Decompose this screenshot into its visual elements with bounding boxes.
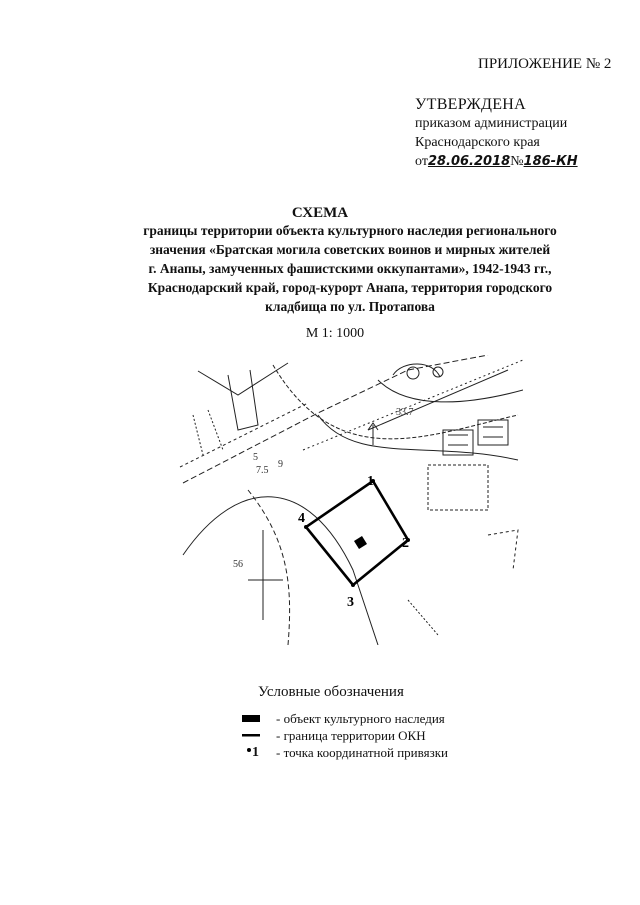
legend-item-boundary bbox=[242, 728, 426, 744]
handwritten-date: 28.06.2018 bbox=[427, 154, 511, 169]
point-dot-icon bbox=[242, 744, 252, 756]
legend-text-heritage-object: - объект культурного наследия bbox=[276, 711, 445, 726]
legend-title: Условные обозначения bbox=[258, 684, 404, 700]
approved-date-line bbox=[415, 152, 578, 171]
legend-text-boundary: - граница территории ОКН bbox=[276, 728, 426, 743]
description-line-4: Краснодарский край, город-курорт Анапа, территория городского bbox=[147, 280, 553, 295]
map-label-3: 56 bbox=[233, 559, 243, 570]
approval-stamp bbox=[415, 95, 578, 171]
map-label-5: 33.7 bbox=[396, 407, 414, 418]
map-circle-feature-2 bbox=[433, 367, 443, 377]
handwritten-number: 186-КН bbox=[523, 154, 578, 169]
legend-item-point bbox=[242, 744, 448, 761]
map-building-outline bbox=[228, 370, 258, 430]
map-minor-lines bbox=[193, 410, 438, 635]
point-label-4: 4 bbox=[298, 511, 305, 526]
map-arc-path bbox=[183, 497, 378, 645]
map-label-1: 5 bbox=[253, 452, 258, 463]
legend-point-symbol: 1 bbox=[252, 745, 259, 760]
appendix-number: ПРИЛОЖЕНИЕ № 2 bbox=[478, 56, 612, 72]
description-line-1: границы территории объекта культурного наследия регионального bbox=[143, 223, 557, 238]
from-label: от bbox=[415, 154, 428, 169]
map-plot-outline bbox=[428, 465, 488, 510]
map-scale: М 1: 1000 bbox=[305, 326, 365, 341]
description-line-3: г. Анапы, замученных фашистскими оккупантами», 1942-1943 гг., bbox=[148, 261, 552, 276]
number-label: № bbox=[510, 154, 524, 169]
map-boundary-line bbox=[180, 403, 308, 467]
point-marker-3 bbox=[351, 583, 355, 587]
boundary-line-icon bbox=[242, 730, 262, 740]
map-survey-cross bbox=[248, 530, 283, 620]
document-title: СХЕМА bbox=[291, 205, 349, 221]
map-label-2: 9 bbox=[278, 459, 283, 470]
heritage-object-marker bbox=[354, 536, 367, 549]
description-line-5: кладбища по ул. Протапова bbox=[265, 299, 435, 314]
approved-line-1: приказом администрации bbox=[415, 116, 568, 131]
map-arc-path-2 bbox=[248, 490, 290, 645]
legend-text-point: - точка координатной привязки bbox=[276, 744, 448, 760]
point-label-3: 3 bbox=[347, 595, 354, 610]
document-description bbox=[110, 221, 590, 316]
point-label-2: 2 bbox=[402, 536, 409, 551]
point-label-1: 1 bbox=[367, 474, 374, 489]
approved-line-2: Краснодарского края bbox=[415, 135, 540, 150]
description-line-2: значения «Братская могила советских воинов и мирных жителей bbox=[149, 242, 551, 257]
legend-item-heritage-object bbox=[242, 711, 445, 727]
map-building-2 bbox=[478, 420, 508, 445]
cadastral-map bbox=[178, 355, 523, 645]
filled-square-icon bbox=[242, 713, 262, 723]
okn-territory-boundary bbox=[306, 481, 408, 585]
map-street-curve bbox=[378, 380, 523, 402]
approved-title: УТВЕРЖДЕНА bbox=[415, 96, 527, 113]
map-dashed-outline bbox=[488, 530, 518, 570]
map-label-4: 7.5 bbox=[256, 465, 269, 476]
